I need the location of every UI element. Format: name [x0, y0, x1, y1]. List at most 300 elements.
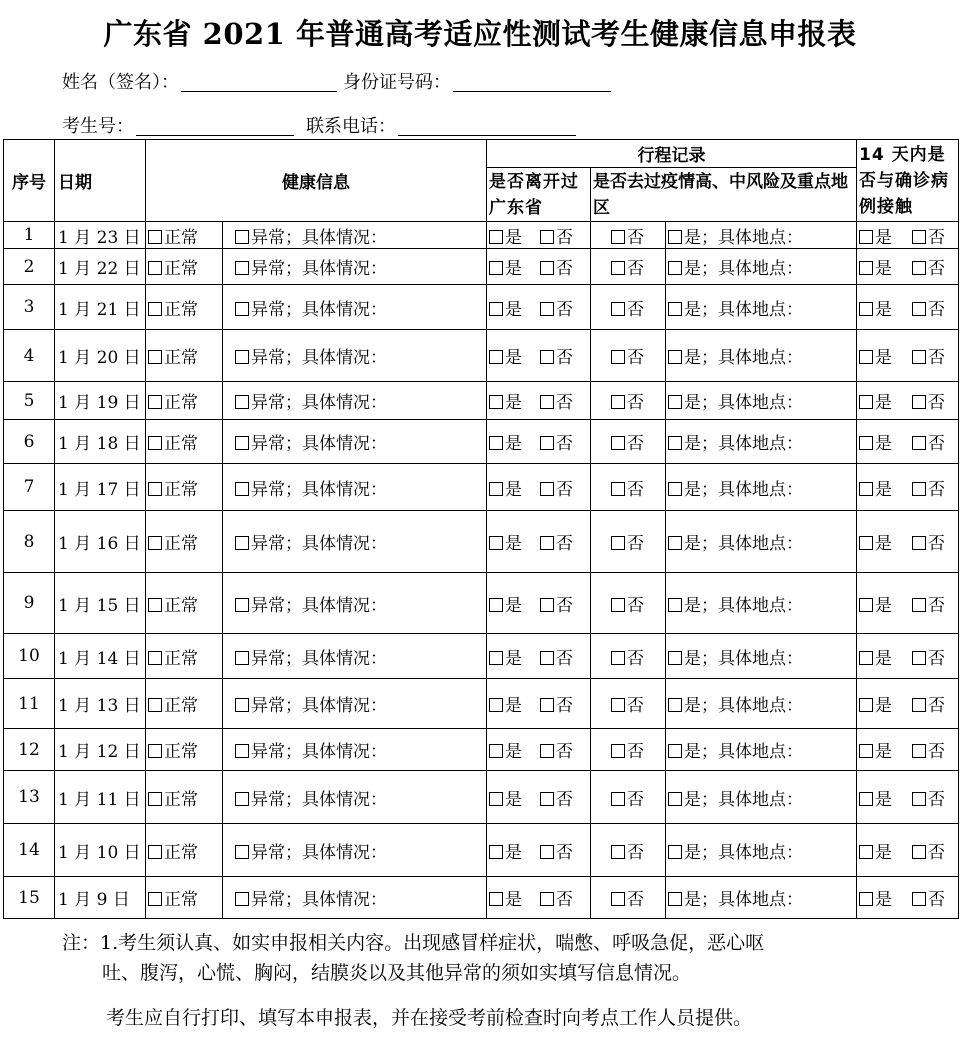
risk-area-no-cell[interactable]: [591, 249, 666, 285]
checkbox[interactable]: [611, 302, 625, 316]
option-yes-place-label: 是；具体地点：: [684, 299, 803, 320]
checkbox[interactable]: [611, 598, 625, 612]
option-no-label: 否: [928, 742, 945, 762]
risk-area-no-cell[interactable]: [591, 330, 666, 382]
checkbox[interactable]: [668, 436, 682, 450]
option-yes-place-label: 是；具体地点：: [684, 534, 803, 554]
option-normal-label: 正常: [164, 479, 198, 500]
checkbox[interactable]: [668, 698, 682, 712]
option-yes-place-label: 是；具体地点：: [684, 890, 803, 910]
row-date: 1 月 19 日: [55, 382, 146, 420]
contact-cell[interactable]: [857, 729, 959, 771]
left-guangdong-cell[interactable]: [487, 464, 591, 511]
checkbox[interactable]: [148, 598, 162, 612]
option-normal-label: 正常: [164, 434, 198, 454]
option-yes-label: 是: [875, 890, 892, 910]
contact-cell[interactable]: [857, 382, 959, 420]
table-row: [4, 729, 959, 771]
left-guangdong-cell[interactable]: [487, 249, 591, 285]
checkbox[interactable]: [489, 744, 503, 758]
checkbox[interactable]: [859, 845, 873, 859]
option-yes-place-label: 是；具体地点：: [684, 648, 803, 669]
checkbox[interactable]: [859, 261, 873, 275]
option-normal-label: 正常: [164, 890, 198, 910]
risk-area-no-cell[interactable]: [591, 222, 666, 249]
health-abnormal-cell[interactable]: [223, 511, 487, 573]
checkbox[interactable]: [859, 436, 873, 450]
health-normal-cell[interactable]: [146, 330, 223, 382]
checkbox[interactable]: [668, 651, 682, 665]
health-normal-cell[interactable]: [146, 877, 223, 919]
health-abnormal-cell[interactable]: [223, 464, 487, 511]
checkbox[interactable]: [489, 261, 503, 275]
checkbox[interactable]: [235, 302, 249, 316]
left-guangdong-cell[interactable]: [487, 222, 591, 249]
checkbox[interactable]: [489, 598, 503, 612]
contact-cell[interactable]: [857, 634, 959, 679]
checkbox[interactable]: [148, 302, 162, 316]
checkbox[interactable]: [148, 261, 162, 275]
table-row: [4, 420, 959, 464]
row-seq: 2: [4, 249, 55, 285]
checkbox[interactable]: [668, 792, 682, 806]
checkbox[interactable]: [235, 698, 249, 712]
checkbox[interactable]: [148, 436, 162, 450]
header-risk-area: 是否去过疫情高、中风险及重点地区: [591, 168, 857, 222]
checkbox[interactable]: [540, 436, 554, 450]
left-guangdong-cell[interactable]: [487, 824, 591, 877]
checkbox[interactable]: [611, 350, 625, 364]
option-yes-label: 是: [875, 534, 892, 554]
note-line-3: 考生应自行打印、填写本申报表，并在接受考前检查时向考点工作人员提供。: [106, 1007, 753, 1029]
checkbox[interactable]: [912, 744, 926, 758]
header-date: 日期: [55, 140, 146, 222]
contact-cell[interactable]: [857, 511, 959, 573]
option-no-label: 否: [928, 348, 945, 368]
checkbox[interactable]: [859, 698, 873, 712]
health-normal-cell[interactable]: [146, 573, 223, 634]
left-guangdong-cell[interactable]: [487, 877, 591, 919]
checkbox[interactable]: [489, 230, 503, 244]
checkbox[interactable]: [489, 651, 503, 665]
checkbox[interactable]: [668, 482, 682, 496]
left-guangdong-cell[interactable]: [487, 634, 591, 679]
option-normal-label: 正常: [164, 595, 198, 616]
checkbox[interactable]: [668, 230, 682, 244]
checkbox[interactable]: [859, 230, 873, 244]
table-row: [4, 634, 959, 679]
contact-cell[interactable]: [857, 285, 959, 330]
exam-number-field[interactable]: [136, 115, 294, 136]
checkbox[interactable]: [489, 536, 503, 550]
option-yes-label: 是: [505, 696, 522, 716]
health-normal-cell[interactable]: [146, 679, 223, 729]
checkbox[interactable]: [859, 892, 873, 906]
checkbox[interactable]: [668, 395, 682, 409]
checkbox[interactable]: [611, 892, 625, 906]
option-no-label: 否: [556, 534, 573, 554]
checkbox[interactable]: [540, 395, 554, 409]
row-seq: 1: [4, 222, 55, 249]
checkbox[interactable]: [235, 792, 249, 806]
checkbox[interactable]: [489, 845, 503, 859]
checkbox[interactable]: [540, 482, 554, 496]
checkbox[interactable]: [235, 892, 249, 906]
risk-area-yes-cell[interactable]: [666, 249, 857, 285]
contact-cell[interactable]: [857, 420, 959, 464]
health-normal-cell[interactable]: [146, 729, 223, 771]
risk-area-yes-cell[interactable]: [666, 771, 857, 824]
checkbox[interactable]: [859, 598, 873, 612]
checkbox[interactable]: [668, 598, 682, 612]
checkbox[interactable]: [611, 395, 625, 409]
checkbox[interactable]: [912, 350, 926, 364]
health-normal-cell[interactable]: [146, 285, 223, 330]
row-date: 1 月 10 日: [55, 824, 146, 877]
contact-cell[interactable]: [857, 249, 959, 285]
risk-area-no-cell[interactable]: [591, 771, 666, 824]
checkbox[interactable]: [540, 261, 554, 275]
health-normal-cell[interactable]: [146, 511, 223, 573]
health-abnormal-cell[interactable]: [223, 679, 487, 729]
checkbox[interactable]: [859, 744, 873, 758]
checkbox[interactable]: [611, 651, 625, 665]
checkbox[interactable]: [540, 598, 554, 612]
checkbox[interactable]: [859, 482, 873, 496]
row-date: 1 月 17 日: [55, 464, 146, 511]
option-yes-label: 是: [875, 842, 892, 863]
checkbox[interactable]: [912, 892, 926, 906]
risk-area-yes-cell[interactable]: [666, 573, 857, 634]
health-abnormal-cell[interactable]: [223, 877, 487, 919]
checkbox[interactable]: [148, 350, 162, 364]
health-normal-cell[interactable]: [146, 824, 223, 877]
health-normal-cell[interactable]: [146, 420, 223, 464]
option-no-label: 否: [627, 696, 644, 716]
checkbox[interactable]: [668, 261, 682, 275]
option-yes-label: 是: [505, 299, 522, 320]
option-yes-label: 是: [875, 696, 892, 716]
option-yes-place-label: 是；具体地点：: [684, 393, 803, 413]
checkbox[interactable]: [611, 698, 625, 712]
examno-phone-line: [62, 112, 582, 138]
risk-area-yes-cell[interactable]: [666, 634, 857, 679]
table-body: [4, 140, 959, 919]
id-number-field[interactable]: [453, 71, 611, 92]
option-yes-place-label: 是；具体地点：: [684, 259, 803, 279]
table-row: [4, 249, 959, 285]
health-abnormal-cell[interactable]: [223, 222, 487, 249]
option-no-label: 否: [928, 595, 945, 616]
checkbox[interactable]: [668, 536, 682, 550]
option-abnormal-label: 异常；具体情况：: [251, 227, 387, 248]
left-guangdong-cell[interactable]: [487, 382, 591, 420]
checkbox[interactable]: [668, 744, 682, 758]
risk-area-yes-cell[interactable]: [666, 877, 857, 919]
checkbox[interactable]: [912, 436, 926, 450]
checkbox[interactable]: [611, 436, 625, 450]
row-date: 1 月 20 日: [55, 330, 146, 382]
risk-area-no-cell[interactable]: [591, 382, 666, 420]
health-normal-cell[interactable]: [146, 222, 223, 249]
risk-area-no-cell[interactable]: [591, 285, 666, 330]
option-yes-label: 是: [505, 789, 522, 810]
health-abnormal-cell[interactable]: [223, 824, 487, 877]
checkbox[interactable]: [489, 792, 503, 806]
option-no-label: 否: [627, 479, 644, 500]
risk-area-yes-cell[interactable]: [666, 285, 857, 330]
checkbox[interactable]: [540, 536, 554, 550]
table-row: [4, 877, 959, 919]
checkbox[interactable]: [859, 302, 873, 316]
checkbox[interactable]: [912, 536, 926, 550]
left-guangdong-cell[interactable]: [487, 679, 591, 729]
risk-area-no-cell[interactable]: [591, 634, 666, 679]
risk-area-no-cell[interactable]: [591, 679, 666, 729]
checkbox[interactable]: [235, 536, 249, 550]
option-no-label: 否: [556, 595, 573, 616]
risk-area-yes-cell[interactable]: [666, 420, 857, 464]
option-yes-label: 是: [505, 742, 522, 762]
checkbox[interactable]: [148, 230, 162, 244]
row-seq: 13: [4, 771, 55, 824]
option-no-label: 否: [556, 742, 573, 762]
health-abnormal-cell[interactable]: [223, 573, 487, 634]
checkbox[interactable]: [540, 892, 554, 906]
risk-area-no-cell[interactable]: [591, 877, 666, 919]
contact-cell[interactable]: [857, 573, 959, 634]
checkbox[interactable]: [859, 536, 873, 550]
option-yes-label: 是: [875, 227, 892, 248]
risk-area-no-cell[interactable]: [591, 464, 666, 511]
checkbox[interactable]: [912, 845, 926, 859]
phone-field[interactable]: [398, 115, 576, 136]
option-normal-label: 正常: [164, 789, 198, 810]
checkbox[interactable]: [235, 436, 249, 450]
health-normal-cell[interactable]: [146, 771, 223, 824]
checkbox[interactable]: [611, 482, 625, 496]
checkbox[interactable]: [668, 302, 682, 316]
option-no-label: 否: [928, 479, 945, 500]
contact-cell[interactable]: [857, 877, 959, 919]
checkbox[interactable]: [489, 482, 503, 496]
left-guangdong-cell[interactable]: [487, 573, 591, 634]
option-yes-label: 是: [875, 648, 892, 669]
checkbox[interactable]: [235, 482, 249, 496]
option-no-label: 否: [556, 299, 573, 320]
option-no-label: 否: [627, 299, 644, 320]
checkbox[interactable]: [540, 230, 554, 244]
checkbox[interactable]: [540, 744, 554, 758]
option-yes-label: 是: [875, 595, 892, 616]
checkbox[interactable]: [668, 892, 682, 906]
checkbox[interactable]: [148, 651, 162, 665]
health-normal-cell[interactable]: [146, 464, 223, 511]
risk-area-yes-cell[interactable]: [666, 511, 857, 573]
risk-area-no-cell[interactable]: [591, 420, 666, 464]
row-seq: 11: [4, 679, 55, 729]
health-normal-cell[interactable]: [146, 634, 223, 679]
option-yes-label: 是: [875, 348, 892, 368]
contact-cell[interactable]: [857, 464, 959, 511]
row-seq: 4: [4, 330, 55, 382]
checkbox[interactable]: [912, 395, 926, 409]
checkbox[interactable]: [540, 651, 554, 665]
id-label: 身份证号码：: [343, 72, 451, 93]
header-health: 健康信息: [146, 140, 487, 222]
contact-cell[interactable]: [857, 679, 959, 729]
checkbox[interactable]: [489, 436, 503, 450]
checkbox[interactable]: [912, 261, 926, 275]
option-abnormal-label: 异常；具体情况：: [251, 696, 387, 716]
checkbox[interactable]: [235, 395, 249, 409]
checkbox[interactable]: [148, 892, 162, 906]
row-date: 1 月 22 日: [55, 249, 146, 285]
option-abnormal-label: 异常；具体情况：: [251, 348, 387, 368]
name-field[interactable]: [181, 71, 337, 92]
option-yes-place-label: 是；具体地点：: [684, 227, 803, 248]
option-no-label: 否: [928, 696, 945, 716]
checkbox[interactable]: [912, 482, 926, 496]
risk-area-yes-cell[interactable]: [666, 464, 857, 511]
checkbox[interactable]: [540, 698, 554, 712]
option-no-label: 否: [556, 434, 573, 454]
left-guangdong-cell[interactable]: [487, 729, 591, 771]
option-normal-label: 正常: [164, 696, 198, 716]
table-row: [4, 285, 959, 330]
risk-area-yes-cell[interactable]: [666, 679, 857, 729]
contact-cell[interactable]: [857, 222, 959, 249]
checkbox[interactable]: [912, 598, 926, 612]
health-normal-cell[interactable]: [146, 249, 223, 285]
checkbox[interactable]: [235, 651, 249, 665]
option-abnormal-label: 异常；具体情况：: [251, 842, 387, 863]
health-abnormal-cell[interactable]: [223, 420, 487, 464]
checkbox[interactable]: [148, 698, 162, 712]
checkbox[interactable]: [148, 536, 162, 550]
risk-area-no-cell[interactable]: [591, 729, 666, 771]
checkbox[interactable]: [235, 598, 249, 612]
option-abnormal-label: 异常；具体情况：: [251, 479, 387, 500]
row-seq: 15: [4, 877, 55, 919]
row-date: 1 月 9 日: [55, 877, 146, 919]
note-line-2: 吐、腹泻，心慌、胸闷，结膜炎以及其他异常的须如实填写信息情况。: [102, 962, 692, 984]
option-yes-label: 是: [505, 842, 522, 863]
checkbox[interactable]: [668, 845, 682, 859]
health-abnormal-cell[interactable]: [223, 634, 487, 679]
checkbox[interactable]: [611, 845, 625, 859]
risk-area-yes-cell[interactable]: [666, 382, 857, 420]
option-abnormal-label: 异常；具体情况：: [251, 742, 387, 762]
checkbox[interactable]: [912, 651, 926, 665]
health-abnormal-cell[interactable]: [223, 330, 487, 382]
option-yes-label: 是: [875, 789, 892, 810]
checkbox[interactable]: [235, 744, 249, 758]
checkbox[interactable]: [540, 350, 554, 364]
health-abnormal-cell[interactable]: [223, 285, 487, 330]
health-abnormal-cell[interactable]: [223, 249, 487, 285]
risk-area-no-cell[interactable]: [591, 511, 666, 573]
left-guangdong-cell[interactable]: [487, 285, 591, 330]
risk-area-yes-cell[interactable]: [666, 222, 857, 249]
checkbox[interactable]: [489, 302, 503, 316]
contact-cell[interactable]: [857, 824, 959, 877]
option-abnormal-label: 异常；具体情况：: [251, 890, 387, 910]
option-abnormal-label: 异常；具体情况：: [251, 595, 387, 616]
checkbox[interactable]: [611, 536, 625, 550]
checkbox[interactable]: [611, 230, 625, 244]
checkbox[interactable]: [148, 792, 162, 806]
checkbox[interactable]: [235, 845, 249, 859]
checkbox[interactable]: [489, 395, 503, 409]
checkbox[interactable]: [912, 230, 926, 244]
health-abnormal-cell[interactable]: [223, 382, 487, 420]
checkbox[interactable]: [611, 744, 625, 758]
checkbox[interactable]: [912, 302, 926, 316]
checkbox[interactable]: [235, 350, 249, 364]
risk-area-no-cell[interactable]: [591, 824, 666, 877]
risk-area-yes-cell[interactable]: [666, 729, 857, 771]
left-guangdong-cell[interactable]: [487, 771, 591, 824]
checkbox[interactable]: [235, 261, 249, 275]
left-guangdong-cell[interactable]: [487, 330, 591, 382]
checkbox[interactable]: [540, 792, 554, 806]
table-row: [4, 824, 959, 877]
left-guangdong-cell[interactable]: [487, 511, 591, 573]
health-normal-cell[interactable]: [146, 382, 223, 420]
header-travel: 行程记录: [487, 140, 857, 168]
checkbox[interactable]: [859, 792, 873, 806]
health-abnormal-cell[interactable]: [223, 771, 487, 824]
checkbox[interactable]: [611, 792, 625, 806]
row-date: 1 月 23 日: [55, 222, 146, 249]
risk-area-no-cell[interactable]: [591, 573, 666, 634]
checkbox[interactable]: [489, 350, 503, 364]
row-date: 1 月 12 日: [55, 729, 146, 771]
checkbox[interactable]: [668, 350, 682, 364]
checkbox[interactable]: [859, 651, 873, 665]
option-yes-label: 是: [505, 890, 522, 910]
checkbox[interactable]: [540, 302, 554, 316]
option-no-label: 否: [928, 434, 945, 454]
checkbox[interactable]: [912, 792, 926, 806]
checkbox[interactable]: [235, 230, 249, 244]
left-guangdong-cell[interactable]: [487, 420, 591, 464]
contact-cell[interactable]: [857, 771, 959, 824]
option-normal-label: 正常: [164, 534, 198, 554]
contact-cell[interactable]: [857, 330, 959, 382]
option-no-label: 否: [928, 534, 945, 554]
checkbox[interactable]: [148, 395, 162, 409]
row-seq: 10: [4, 634, 55, 679]
option-no-label: 否: [556, 227, 573, 248]
checkbox[interactable]: [611, 261, 625, 275]
checkbox[interactable]: [489, 892, 503, 906]
checkbox[interactable]: [540, 845, 554, 859]
checkbox[interactable]: [489, 698, 503, 712]
checkbox[interactable]: [859, 350, 873, 364]
checkbox[interactable]: [859, 395, 873, 409]
checkbox[interactable]: [912, 698, 926, 712]
checkbox[interactable]: [148, 845, 162, 859]
checkbox[interactable]: [148, 482, 162, 496]
risk-area-yes-cell[interactable]: [666, 824, 857, 877]
health-abnormal-cell[interactable]: [223, 729, 487, 771]
risk-area-yes-cell[interactable]: [666, 330, 857, 382]
option-yes-label: 是: [505, 348, 522, 368]
option-yes-place-label: 是；具体地点：: [684, 595, 803, 616]
checkbox[interactable]: [148, 744, 162, 758]
